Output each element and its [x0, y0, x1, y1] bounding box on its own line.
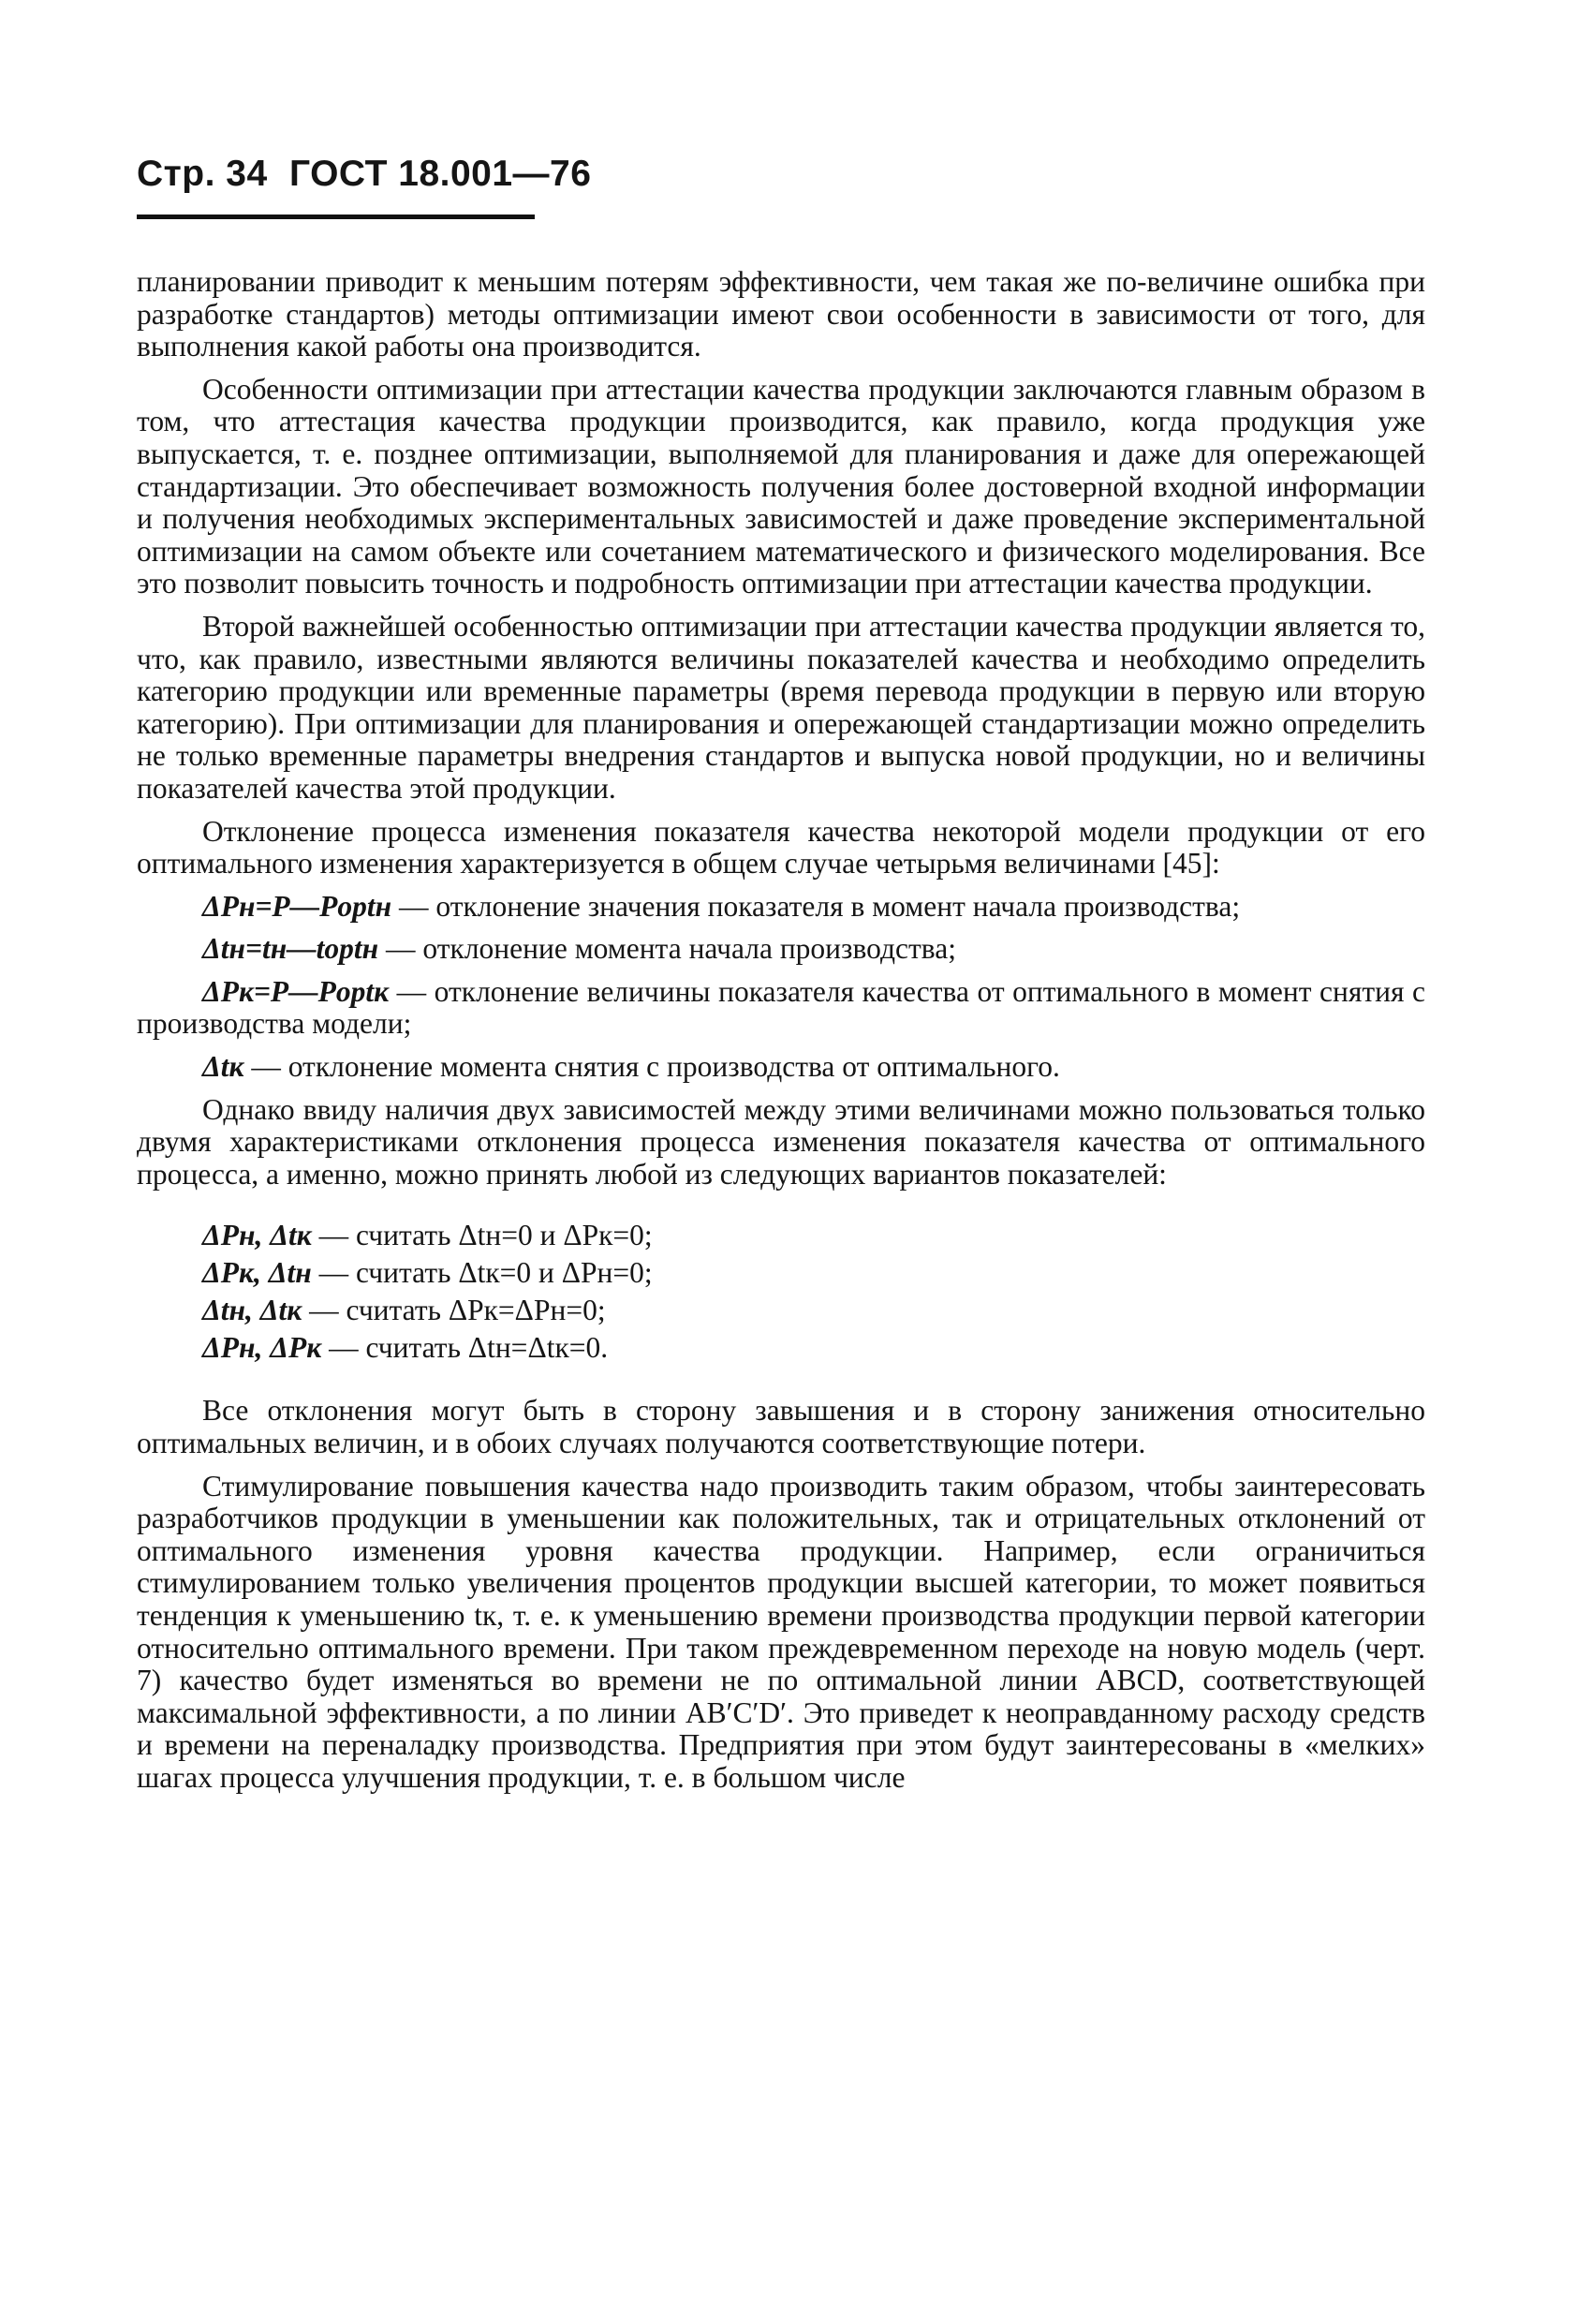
- definition-item: [137, 976, 1425, 1041]
- definition-symbol: ΔPн=P—Poptн: [202, 889, 392, 923]
- paragraph-variants-intro: Однако ввиду наличия двух зависимостей между этими величинами можно пользоваться только двумя характеристиками отклонения процесса изменения показателя качества от оптимального процесса, а именно, можно принять любой из следующих вариантов показателей:: [137, 1092, 1425, 1191]
- definition-symbol: ΔPк=P—Poptк: [202, 974, 390, 1008]
- body-text: [137, 266, 1425, 1805]
- paragraph-attestation-features: Особенности оптимизации при аттестации качества продукции заключаются главным образом в том, что аттестация качества продукции производится, как правило, когда продукция уже выпускается, т. е. позднее оптимизации, выполняемой для планирования и даже для опережающей стандартизации. Это обеспечивает возможность получения более достоверной входной информации и получения необходимых экспериментальных зависимостей и даже проведение экспериментальной оптимизации на самом объекте или сочетанием математического и физического моделирования. Все это позволит повысить точность и подробность оптимизации при аттестации качества продукции.: [137, 372, 1425, 600]
- definition-text: — отклонение момента снятия с производства от оптимального.: [243, 1050, 1060, 1084]
- definition-text: — отклонение величины показателя качества от оптимального в момент снятия с производства модели;: [137, 974, 1425, 1041]
- variant-rule: — считать Δtн=Δtк=0.: [321, 1331, 609, 1365]
- page-number: Стр. 34: [137, 154, 268, 194]
- paragraph-deviations-losses: Все отклонения могут быть в сторону завышения и в сторону занижения относительно оптимальных величин, и в обоих случаях получаются соответствующие потери.: [137, 1394, 1425, 1460]
- definition-item: [137, 933, 1425, 966]
- variant-pair: Δtн, Δtк: [202, 1294, 302, 1327]
- definition-item: [137, 891, 1425, 924]
- variants-list: [202, 1217, 1425, 1367]
- running-header: [137, 155, 591, 192]
- paragraph-continuation: планировании приводит к меньшим потерям эффективности, чем такая же по-величине ошибка при разработке стандартов) методы оптимизации имеют свои особенности в зависимости от того, для выполнения какой работы она производится.: [137, 265, 1425, 363]
- standard-designation: ГОСТ 18.001—76: [288, 154, 592, 194]
- variant-item: [202, 1292, 1425, 1329]
- variant-pair: ΔPн, Δtк: [202, 1219, 312, 1252]
- variant-rule: — считать Δtн=0 и ΔPк=0;: [311, 1219, 653, 1252]
- variant-rule: — считать Δtк=0 и ΔPн=0;: [311, 1256, 653, 1290]
- header-rule: [137, 215, 535, 219]
- definition-text: — отклонение момента начала производства;: [378, 932, 956, 966]
- paragraph-deviation-intro: Отклонение процесса изменения показателя качества некоторой модели продукции от его оптимального изменения характеризуется в общем случае четырьмя величинами [45]:: [137, 814, 1425, 881]
- variant-pair: ΔPн, ΔPк: [202, 1331, 322, 1365]
- definition-text: — отклонение значения показателя в момент начала производства;: [391, 889, 1241, 923]
- variant-pair: ΔPк, Δtн: [202, 1256, 312, 1290]
- variant-rule: — считать ΔPк=ΔPн=0;: [302, 1294, 606, 1327]
- variant-item: [202, 1254, 1425, 1292]
- paragraph-stimulation: Стимулирование повышения качества надо производить таким образом, чтобы заинтересовать разработчиков продукции в уменьшении как положительных, так и отрицательных отклонений от оптимального изменения уровня качества продукции. Например, если ограничиться стимулированием только увеличения процентов продукции высшей категории, то может появиться тенденция к уменьшению tк, т. е. к уменьшению времени производства продукции первой категории относительно оптимального времени. При таком преждевременном переходе на новую модель (черт. 7) качество будет изменяться во времени не по оптимальной линии ABCD, соответствующей максимальной эффективности, а по линии AB′C′D′. Это приведет к неоправданному расходу средств и времени на переналадку производства. Предприятия при этом будут заинтересованы в «мелких» шагах процесса улучшения продукции, т. е. в большом числе: [137, 1469, 1425, 1794]
- variant-item: [202, 1329, 1425, 1367]
- paragraph-second-feature: Второй важнейшей особенностью оптимизации при аттестации качества продукции является то, что, как правило, известными являются величины показателей качества и необходимо определить категорию продукции или временные параметры (время перевода продукции в первую или вторую категорию). При оптимизации для планирования и опережающей стандартизации можно определить не только временные параметры внедрения стандартов и выпуска новой продукции, но и величины показателей качества этой продукции.: [137, 609, 1425, 805]
- definition-symbol: Δtк: [202, 1050, 244, 1084]
- definition-symbol: Δtн=tн—toptн: [202, 932, 379, 966]
- variant-item: [202, 1217, 1425, 1254]
- definition-item: [137, 1051, 1425, 1084]
